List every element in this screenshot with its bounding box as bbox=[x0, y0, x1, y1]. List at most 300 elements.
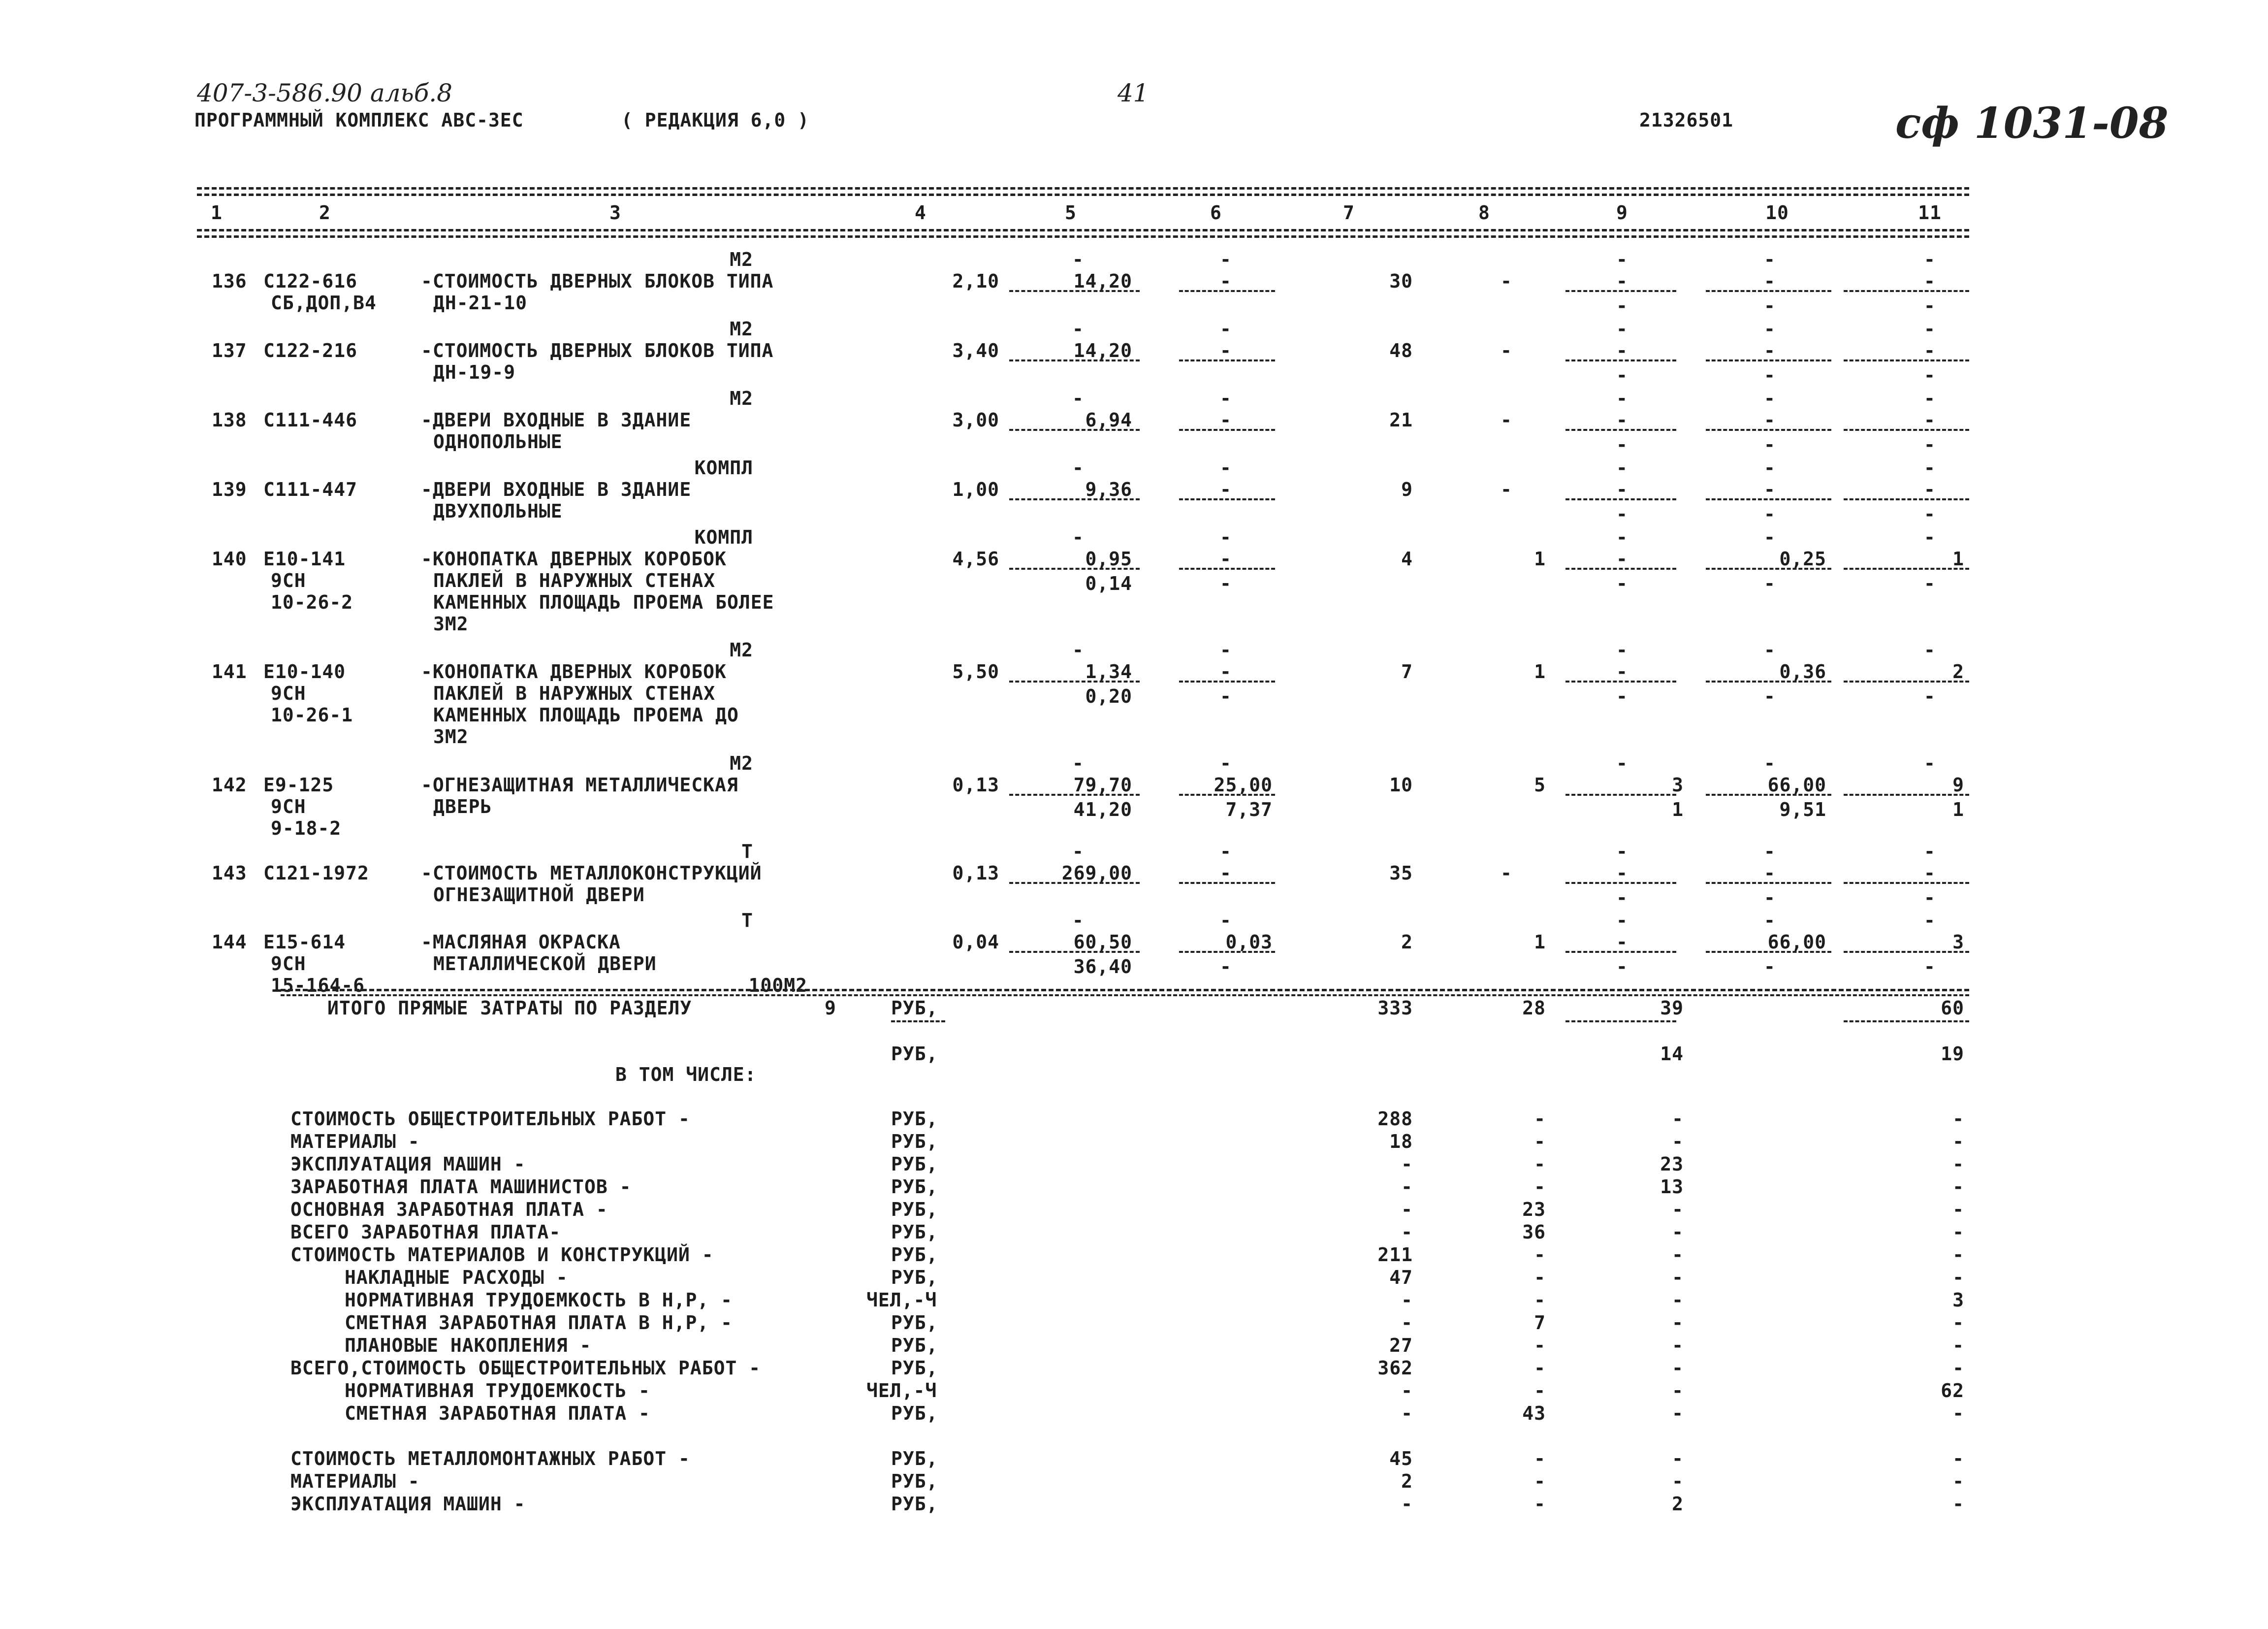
row-142-code-0: Е9-125 bbox=[263, 774, 334, 796]
row-137-col7: 48 bbox=[1389, 340, 1413, 361]
row-137-rule-0 bbox=[1009, 359, 1140, 361]
row-139-col11-dash: - bbox=[1924, 479, 1936, 500]
row-138-dash-10: - bbox=[1764, 388, 1776, 409]
breakdown-unit-8: ЧЕЛ,-Ч bbox=[866, 1289, 937, 1311]
row-139-desc-0: -ДВЕРИ ВХОДНЫЕ В ЗДАНИЕ bbox=[421, 479, 692, 500]
row-144-desc-0: -МАСЛЯНАЯ ОКРАСКА bbox=[421, 931, 621, 953]
row-138-code-0: С111-446 bbox=[263, 409, 358, 431]
row-140-rule-4 bbox=[1844, 568, 1969, 570]
column-number-1: 1 bbox=[211, 202, 223, 224]
breakdown-unit-17: РУБ, bbox=[891, 1493, 938, 1515]
breakdown-label-15: СТОИМОСТЬ МЕТАЛЛОМОНТАЖНЫХ РАБОТ - bbox=[290, 1448, 690, 1469]
breakdown-col9-8: - bbox=[1672, 1289, 1684, 1311]
breakdown-col11-3: - bbox=[1952, 1176, 1964, 1198]
breakdown-col8-16: - bbox=[1534, 1470, 1546, 1492]
column-number-3: 3 bbox=[609, 202, 621, 224]
row-138-col11-dash: - bbox=[1924, 409, 1936, 431]
row-136-dash-6: - bbox=[1220, 249, 1232, 270]
breakdown-unit-4: РУБ, bbox=[891, 1199, 938, 1220]
totals-col9-b: 14 bbox=[1660, 1043, 1684, 1065]
row-142-rule-4 bbox=[1844, 794, 1969, 796]
breakdown-col11-6: - bbox=[1952, 1244, 1964, 1266]
row-141-rule-0 bbox=[1009, 681, 1140, 683]
breakdown-label-13: СМЕТНАЯ ЗАРАБОТНАЯ ПЛАТА - bbox=[345, 1402, 650, 1424]
column-number-7: 7 bbox=[1343, 202, 1355, 224]
row-139-col7: 9 bbox=[1401, 479, 1413, 500]
row-136-qty: 2,10 bbox=[952, 270, 999, 292]
row-141-col10: 0,36 bbox=[1779, 661, 1826, 683]
breakdown-col11-7: - bbox=[1952, 1267, 1964, 1288]
row-140-qty: 4,56 bbox=[952, 548, 999, 570]
row-140-col7: 4 bbox=[1401, 548, 1413, 570]
breakdown-col7-13: - bbox=[1401, 1402, 1413, 1424]
row-143-rule-3 bbox=[1706, 882, 1831, 884]
row-136-rule-0 bbox=[1009, 290, 1140, 292]
row-141-desc-0: -КОНОПАТКА ДВЕРНЫХ КОРОБОК bbox=[421, 661, 727, 683]
row-144-dash-10: - bbox=[1764, 910, 1776, 931]
row-143-desc-1: ОГНЕЗАЩИТНОЙ ДВЕРИ bbox=[433, 884, 645, 906]
row-136-col5: 14,20 bbox=[1073, 270, 1132, 292]
row-144-rule-4 bbox=[1844, 951, 1969, 953]
column-number-2: 2 bbox=[319, 202, 331, 224]
row-142-col10-b: 9,51 bbox=[1779, 799, 1826, 820]
row-142-rule-1 bbox=[1179, 794, 1275, 796]
breakdown-col7-1: 18 bbox=[1389, 1131, 1413, 1152]
breakdown-col7-6: 211 bbox=[1377, 1244, 1413, 1266]
program-title: ПРОГРАММНЫЙ КОМПЛЕКС АВС-3ЕС bbox=[194, 109, 524, 131]
row-142-col6: 25,00 bbox=[1214, 774, 1273, 796]
breakdown-unit-11: РУБ, bbox=[891, 1357, 938, 1379]
row-142-col9: 3 bbox=[1672, 774, 1684, 796]
row-138-qty: 3,00 bbox=[952, 409, 999, 431]
row-144-col7: 2 bbox=[1401, 931, 1413, 953]
row-144-col11-b-dash: - bbox=[1924, 956, 1936, 977]
row-141-col8: 1 bbox=[1534, 661, 1546, 683]
breakdown-col8-3: - bbox=[1534, 1176, 1546, 1198]
row-142-dash-10: - bbox=[1764, 752, 1776, 774]
row-144-dash-5: - bbox=[1072, 910, 1084, 931]
breakdown-col8-4: 23 bbox=[1522, 1199, 1546, 1220]
row-141-col9-b-dash: - bbox=[1616, 685, 1628, 707]
breakdown-col11-10: - bbox=[1952, 1335, 1964, 1356]
row-137-col5: 14,20 bbox=[1073, 340, 1132, 361]
breakdown-col8-6: - bbox=[1534, 1244, 1546, 1266]
breakdown-col8-9: 7 bbox=[1534, 1312, 1546, 1334]
breakdown-col9-5: - bbox=[1672, 1221, 1684, 1243]
table-top-rule-2 bbox=[197, 194, 1969, 196]
row-136-desc-1: ДН-21-10 bbox=[433, 292, 528, 314]
breakdown-col7-5: - bbox=[1401, 1221, 1413, 1243]
row-138-col9-dash: - bbox=[1616, 409, 1628, 431]
row-144-col9-b-dash: - bbox=[1616, 956, 1628, 977]
breakdown-col9-6: - bbox=[1672, 1244, 1684, 1266]
breakdown-col9-0: - bbox=[1672, 1108, 1684, 1130]
row-141-col7: 7 bbox=[1401, 661, 1413, 683]
row-138-col11-b-dash: - bbox=[1924, 434, 1936, 456]
breakdown-col8-12: - bbox=[1534, 1380, 1546, 1401]
row-139-desc-1: ДВУХПОЛЬНЫЕ bbox=[433, 500, 563, 522]
row-139-dash-6: - bbox=[1220, 457, 1232, 479]
row-138-col9-b-dash: - bbox=[1616, 434, 1628, 456]
totals-col9: 39 bbox=[1660, 997, 1684, 1019]
row-142-rule-2 bbox=[1565, 794, 1676, 796]
row-140-code-0: Е10-141 bbox=[263, 548, 346, 570]
row-137-col9-b-dash: - bbox=[1616, 364, 1628, 386]
row-137-qty: 3,40 bbox=[952, 340, 999, 361]
row-138-rule-0 bbox=[1009, 429, 1140, 431]
row-143-col10-b-dash: - bbox=[1764, 887, 1776, 909]
breakdown-unit-16: РУБ, bbox=[891, 1470, 938, 1492]
row-140-code-2: 10-26-2 bbox=[271, 591, 353, 613]
breakdown-unit-0: РУБ, bbox=[891, 1108, 938, 1130]
breakdown-col11-13: - bbox=[1952, 1402, 1964, 1424]
row-139-unit: КОМПЛ bbox=[694, 457, 753, 479]
row-140-col5: 0,95 bbox=[1085, 548, 1132, 570]
row-143-col9-b-dash: - bbox=[1616, 887, 1628, 909]
totals-section: 9 bbox=[825, 997, 836, 1019]
row-142-col11: 9 bbox=[1952, 774, 1964, 796]
row-137-dash-10: - bbox=[1764, 318, 1776, 340]
row-136-code-1: СБ,ДОП,В4 bbox=[271, 292, 377, 314]
breakdown-col9-4: - bbox=[1672, 1199, 1684, 1220]
row-140-dash-6: - bbox=[1220, 526, 1232, 548]
row-143-rule-0 bbox=[1009, 882, 1140, 884]
row-140-rule-1 bbox=[1179, 568, 1275, 570]
row-144-col5-b: 36,40 bbox=[1073, 956, 1132, 977]
row-136-col11-dash: - bbox=[1924, 270, 1936, 292]
breakdown-label-17: ЭКСПЛУАТАЦИЯ МАШИН - bbox=[290, 1493, 526, 1515]
breakdown-col9-11: - bbox=[1672, 1357, 1684, 1379]
row-137-code-0: С122-216 bbox=[263, 340, 358, 361]
row-137-col6-dash: - bbox=[1220, 340, 1232, 361]
row-143-col11-dash: - bbox=[1924, 862, 1936, 884]
breakdown-col9-9: - bbox=[1672, 1312, 1684, 1334]
breakdown-unit-2: РУБ, bbox=[891, 1153, 938, 1175]
column-number-10: 10 bbox=[1765, 202, 1789, 224]
breakdown-col8-5: 36 bbox=[1522, 1221, 1546, 1243]
row-142-number: 142 bbox=[212, 774, 247, 796]
row-141-code-2: 10-26-1 bbox=[271, 704, 353, 726]
row-139-col9-b-dash: - bbox=[1616, 503, 1628, 525]
row-141-col9-dash: - bbox=[1616, 661, 1628, 683]
document-id: 21326501 bbox=[1639, 109, 1734, 131]
row-137-desc-1: ДН-19-9 bbox=[433, 361, 516, 383]
row-140-col11: 1 bbox=[1952, 548, 1964, 570]
header-bottom-rule-2 bbox=[197, 235, 1969, 238]
row-141-qty: 5,50 bbox=[952, 661, 999, 683]
row-144-unit: Т bbox=[741, 910, 753, 931]
totals-top-rule bbox=[281, 989, 1969, 991]
breakdown-col9-1: - bbox=[1672, 1131, 1684, 1152]
row-141-number: 141 bbox=[212, 661, 247, 683]
breakdown-unit-15: РУБ, bbox=[891, 1448, 938, 1469]
row-143-rule-4 bbox=[1844, 882, 1969, 884]
row-143-rule-2 bbox=[1565, 882, 1676, 884]
row-137-col9-dash: - bbox=[1616, 340, 1628, 361]
row-143-rule-1 bbox=[1179, 882, 1275, 884]
row-144-col5: 60,50 bbox=[1073, 931, 1132, 953]
breakdown-col9-13: - bbox=[1672, 1402, 1684, 1424]
breakdown-label-4: ОСНОВНАЯ ЗАРАБОТНАЯ ПЛАТА - bbox=[290, 1199, 608, 1220]
breakdown-label-6: СТОИМОСТЬ МАТЕРИАЛОВ И КОНСТРУКЦИЙ - bbox=[290, 1244, 714, 1266]
breakdown-label-11: ВСЕГО,СТОИМОСТЬ ОБЩЕСТРОИТЕЛЬНЫХ РАБОТ - bbox=[290, 1357, 761, 1379]
row-144-number: 144 bbox=[212, 931, 247, 953]
row-142-col5-b: 41,20 bbox=[1073, 799, 1132, 820]
row-141-rule-1 bbox=[1179, 681, 1275, 683]
row-138-number: 138 bbox=[212, 409, 247, 431]
breakdown-col8-17: - bbox=[1534, 1493, 1546, 1515]
row-141-rule-3 bbox=[1706, 681, 1831, 683]
row-141-col10-b-dash: - bbox=[1764, 685, 1776, 707]
row-138-rule-2 bbox=[1565, 429, 1676, 431]
breakdown-col8-8: - bbox=[1534, 1289, 1546, 1311]
row-139-dash-10: - bbox=[1764, 457, 1776, 479]
row-137-rule-4 bbox=[1844, 359, 1969, 361]
breakdown-unit-7: РУБ, bbox=[891, 1267, 938, 1288]
breakdown-col7-4: - bbox=[1401, 1199, 1413, 1220]
row-140-rule-0 bbox=[1009, 568, 1140, 570]
row-143-unit: Т bbox=[741, 841, 753, 862]
column-number-6: 6 bbox=[1210, 202, 1222, 224]
row-136-number: 136 bbox=[212, 270, 247, 292]
row-142-dash-5: - bbox=[1072, 752, 1084, 774]
row-141-unit: М2 bbox=[730, 639, 753, 661]
totals-col11-b: 19 bbox=[1941, 1043, 1964, 1065]
row-140-unit: КОМПЛ bbox=[694, 526, 753, 548]
row-143-dash-9: - bbox=[1616, 841, 1628, 862]
header-bottom-rule bbox=[197, 229, 1969, 231]
row-140-dash-11: - bbox=[1924, 526, 1936, 548]
row-139-rule-0 bbox=[1009, 498, 1140, 500]
row-138-unit: М2 bbox=[730, 388, 753, 409]
totals-rule-unit bbox=[891, 1020, 945, 1022]
row-144-col6: 0,03 bbox=[1225, 931, 1273, 953]
row-139-dash-11: - bbox=[1924, 457, 1936, 479]
totals-unit: РУБ, bbox=[891, 997, 938, 1019]
row-140-dash-5: - bbox=[1072, 526, 1084, 548]
row-141-desc-2: КАМЕННЫХ ПЛОЩАДЬ ПРОЕМА ДО bbox=[433, 704, 739, 726]
breakdown-col9-12: - bbox=[1672, 1380, 1684, 1401]
breakdown-label-0: СТОИМОСТЬ ОБЩЕСТРОИТЕЛЬНЫХ РАБОТ - bbox=[290, 1108, 690, 1130]
breakdown-col11-11: - bbox=[1952, 1357, 1964, 1379]
breakdown-col8-10: - bbox=[1534, 1335, 1546, 1356]
row-136-col9-dash: - bbox=[1616, 270, 1628, 292]
row-138-col7: 21 bbox=[1389, 409, 1413, 431]
breakdown-col11-17: - bbox=[1952, 1493, 1964, 1515]
row-139-col6-dash: - bbox=[1220, 479, 1232, 500]
breakdown-col11-0: - bbox=[1952, 1108, 1964, 1130]
row-139-dash-5: - bbox=[1072, 457, 1084, 479]
breakdown-col9-15: - bbox=[1672, 1448, 1684, 1469]
column-number-4: 4 bbox=[915, 202, 926, 224]
breakdown-col8-0: - bbox=[1534, 1108, 1546, 1130]
row-138-col6-dash: - bbox=[1220, 409, 1232, 431]
row-137-col11-dash: - bbox=[1924, 340, 1936, 361]
totals-label: ИТОГО ПРЯМЫЕ ЗАТРАТЫ ПО РАЗДЕЛУ bbox=[327, 997, 692, 1019]
row-136-desc-0: -СТОИМОСТЬ ДВЕРНЫХ БЛОКОВ ТИПА bbox=[421, 270, 774, 292]
row-144-desc-1: МЕТАЛЛИЧЕСКОЙ ДВЕРИ bbox=[433, 953, 657, 975]
row-138-desc-0: -ДВЕРИ ВХОДНЫЕ В ЗДАНИЕ bbox=[421, 409, 692, 431]
row-143-number: 143 bbox=[212, 862, 247, 884]
row-138-dash-6: - bbox=[1220, 388, 1232, 409]
row-140-col6-b-dash: - bbox=[1220, 573, 1232, 594]
row-141-desc-1: ПАКЛЕЙ В НАРУЖНЫХ СТЕНАХ bbox=[433, 683, 716, 704]
breakdown-col7-0: 288 bbox=[1377, 1108, 1413, 1130]
row-140-rule-2 bbox=[1565, 568, 1676, 570]
row-137-col10-b-dash: - bbox=[1764, 364, 1776, 386]
row-142-code-2: 9-18-2 bbox=[271, 817, 342, 839]
row-139-col10-b-dash: - bbox=[1764, 503, 1776, 525]
row-139-col11-b-dash: - bbox=[1924, 503, 1936, 525]
breakdown-col8-13: 43 bbox=[1522, 1402, 1546, 1424]
breakdown-label-3: ЗАРАБОТНАЯ ПЛАТА МАШИНИСТОВ - bbox=[290, 1176, 632, 1198]
row-140-col9-dash: - bbox=[1616, 548, 1628, 570]
breakdown-col7-12: - bbox=[1401, 1380, 1413, 1401]
row-138-col10-b-dash: - bbox=[1764, 434, 1776, 456]
row-136-col10-b-dash: - bbox=[1764, 295, 1776, 317]
breakdown-col11-8: 3 bbox=[1952, 1289, 1964, 1311]
row-144-qty: 0,04 bbox=[952, 931, 999, 953]
row-143-dash-6: - bbox=[1220, 841, 1232, 862]
row-138-col5: 6,94 bbox=[1085, 409, 1132, 431]
row-142-desc-1: ДВЕРЬ bbox=[433, 796, 492, 817]
row-142-col10: 66,00 bbox=[1767, 774, 1826, 796]
row-136-rule-2 bbox=[1565, 290, 1676, 292]
breakdown-col7-9: - bbox=[1401, 1312, 1413, 1334]
row-140-col11-b-dash: - bbox=[1924, 573, 1936, 594]
row-136-col10-dash: - bbox=[1764, 270, 1776, 292]
handwritten-album-code: 407-3-586.90 альб.8 bbox=[197, 79, 452, 107]
row-144-rule-3 bbox=[1706, 951, 1831, 953]
row-144-dash-11: - bbox=[1924, 910, 1936, 931]
row-138-dash-9: - bbox=[1616, 388, 1628, 409]
row-141-dash-10: - bbox=[1764, 639, 1776, 661]
row-141-col6-b-dash: - bbox=[1220, 685, 1232, 707]
row-136-col11-b-dash: - bbox=[1924, 295, 1936, 317]
column-number-5: 5 bbox=[1065, 202, 1077, 224]
row-141-col5-b: 0,20 bbox=[1085, 685, 1132, 707]
row-142-qty: 0,13 bbox=[952, 774, 999, 796]
handwritten-page-number: 41 bbox=[1118, 79, 1149, 107]
breakdown-col11-4: - bbox=[1952, 1199, 1964, 1220]
row-137-dash-11: - bbox=[1924, 318, 1936, 340]
row-144-code-2: 15-164-6 bbox=[271, 975, 365, 996]
row-138-dash-5: - bbox=[1072, 388, 1084, 409]
totals-col7: 333 bbox=[1377, 997, 1413, 1019]
row-140-code-1: 9СН bbox=[271, 570, 306, 591]
totals-rule-9 bbox=[1565, 1020, 1676, 1022]
row-141-dash-6: - bbox=[1220, 639, 1232, 661]
row-140-number: 140 bbox=[212, 548, 247, 570]
row-142-col7: 10 bbox=[1389, 774, 1413, 796]
row-140-col6-dash: - bbox=[1220, 548, 1232, 570]
breakdown-unit-12: ЧЕЛ,-Ч bbox=[866, 1380, 937, 1401]
row-137-desc-0: -СТОИМОСТЬ ДВЕРНЫХ БЛОКОВ ТИПА bbox=[421, 340, 774, 361]
breakdown-label-9: СМЕТНАЯ ЗАРАБОТНАЯ ПЛАТА В Н,Р, - bbox=[345, 1312, 733, 1334]
breakdown-col9-16: - bbox=[1672, 1470, 1684, 1492]
row-136-col6-dash: - bbox=[1220, 270, 1232, 292]
breakdown-col9-10: - bbox=[1672, 1335, 1684, 1356]
row-140-col8: 1 bbox=[1534, 548, 1546, 570]
row-143-col11-b-dash: - bbox=[1924, 887, 1936, 909]
row-139-number: 139 bbox=[212, 479, 247, 500]
breakdown-label-2: ЭКСПЛУАТАЦИЯ МАШИН - bbox=[290, 1153, 526, 1175]
row-138-dash-11: - bbox=[1924, 388, 1936, 409]
row-138-rule-3 bbox=[1706, 429, 1831, 431]
row-136-dash-5: - bbox=[1072, 249, 1084, 270]
row-141-desc-3: 3М2 bbox=[433, 726, 469, 748]
breakdown-col7-15: 45 bbox=[1389, 1448, 1413, 1469]
including-heading: В ТОМ ЧИСЛЕ: bbox=[615, 1064, 757, 1085]
breakdown-unit-1: РУБ, bbox=[891, 1131, 938, 1152]
row-140-col9-b-dash: - bbox=[1616, 573, 1628, 594]
row-136-code-0: С122-616 bbox=[263, 270, 358, 292]
row-143-col5: 269,00 bbox=[1061, 862, 1132, 884]
row-141-rule-2 bbox=[1565, 681, 1676, 683]
row-138-col8-dash: - bbox=[1501, 409, 1512, 431]
breakdown-col9-17: 2 bbox=[1672, 1493, 1684, 1515]
breakdown-col7-11: 362 bbox=[1377, 1357, 1413, 1379]
row-144-col11: 3 bbox=[1952, 931, 1964, 953]
row-141-col6-dash: - bbox=[1220, 661, 1232, 683]
row-140-col10-b-dash: - bbox=[1764, 573, 1776, 594]
row-143-col9-dash: - bbox=[1616, 862, 1628, 884]
row-140-rule-3 bbox=[1706, 568, 1831, 570]
row-136-rule-4 bbox=[1844, 290, 1969, 292]
row-141-code-0: Е10-140 bbox=[263, 661, 346, 683]
row-137-rule-3 bbox=[1706, 359, 1831, 361]
row-143-code-0: С121-1972 bbox=[263, 862, 369, 884]
breakdown-col9-3: 13 bbox=[1660, 1176, 1684, 1198]
totals-rule-11 bbox=[1844, 1020, 1969, 1022]
row-139-rule-3 bbox=[1706, 498, 1831, 500]
row-136-col9-b-dash: - bbox=[1616, 295, 1628, 317]
row-138-desc-1: ОДНОПОЛЬНЫЕ bbox=[433, 431, 563, 453]
breakdown-col8-2: - bbox=[1534, 1153, 1546, 1175]
row-144-col8: 1 bbox=[1534, 931, 1546, 953]
row-136-rule-3 bbox=[1706, 290, 1831, 292]
totals-col8: 28 bbox=[1522, 997, 1546, 1019]
breakdown-col8-11: - bbox=[1534, 1357, 1546, 1379]
breakdown-col7-2: - bbox=[1401, 1153, 1413, 1175]
handwritten-stamp: сф 1031-08 bbox=[1895, 98, 2169, 148]
breakdown-col11-9: - bbox=[1952, 1312, 1964, 1334]
row-144-rule-1 bbox=[1179, 951, 1275, 953]
breakdown-label-8: НОРМАТИВНАЯ ТРУДОЕМКОСТЬ В Н,Р, - bbox=[345, 1289, 733, 1311]
edition-label: ( РЕДАКЦИЯ 6,0 ) bbox=[621, 109, 810, 131]
row-139-qty: 1,00 bbox=[952, 479, 999, 500]
row-144-dash-6: - bbox=[1220, 910, 1232, 931]
row-137-col8-dash: - bbox=[1501, 340, 1512, 361]
breakdown-label-7: НАКЛАДНЫЕ РАСХОДЫ - bbox=[345, 1267, 568, 1288]
row-141-col5: 1,34 bbox=[1085, 661, 1132, 683]
breakdown-col11-15: - bbox=[1952, 1448, 1964, 1469]
row-139-col10-dash: - bbox=[1764, 479, 1776, 500]
row-139-code-0: С111-447 bbox=[263, 479, 358, 500]
row-139-rule-1 bbox=[1179, 498, 1275, 500]
row-141-rule-4 bbox=[1844, 681, 1969, 683]
row-137-col10-dash: - bbox=[1764, 340, 1776, 361]
breakdown-col7-17: - bbox=[1401, 1493, 1413, 1515]
row-143-col7: 35 bbox=[1389, 862, 1413, 884]
breakdown-col8-15: - bbox=[1534, 1448, 1546, 1469]
row-137-col11-b-dash: - bbox=[1924, 364, 1936, 386]
column-number-9: 9 bbox=[1616, 202, 1628, 224]
row-143-col8-dash: - bbox=[1501, 862, 1512, 884]
row-144-code-0: Е15-614 bbox=[263, 931, 346, 953]
breakdown-col11-12: 62 bbox=[1941, 1380, 1964, 1401]
row-142-rule-0 bbox=[1009, 794, 1140, 796]
